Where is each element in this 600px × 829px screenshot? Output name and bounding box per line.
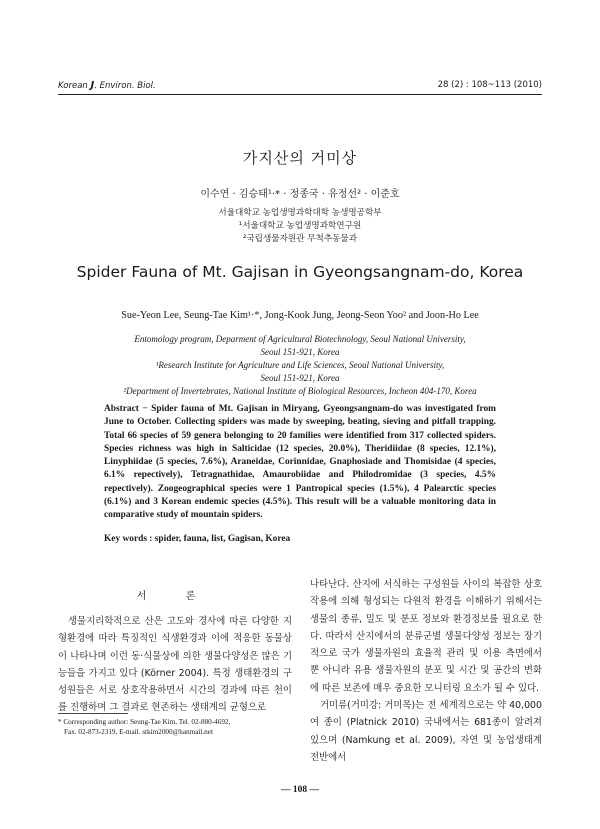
korean-title: 가지산의 거미상 [242,149,358,167]
korean-affiliation-1: 서울대학교 농업생명과학대학 농생명공학부 [218,208,382,218]
right-column-text [310,576,542,766]
korean-affiliation-3: ²국립생물자원관 무척추동물과 [242,234,358,244]
abstract: Abstract − Spider fauna of Mt. Gajisan in Miryang, Gyeongsangnam-do was investigated from June to October. Collecting spiders was made by sweeping, beating, sieving and pitfall trapping. Total 66 species of 59 genera belonging to 20 families were identified from 317 collected spiders. Species richness was high in Salticidae (12 species, 20.0%), Theridiidae (8 species, 12.1%), Linyphiidae (5 species, 7.6%), Araneidae, Corinnidae, Gnaphosiade and Thomisidae (4 species, 6.1% repectively), Tetragnathidae, Amaurobiidae and Philodromidae (3 species, 4.5% repectively). Zoogeographical species were 1 Pantropical species (1.5%), 4 Palearctic species (6.1%) and 3 Korean endemic species (4.5%). This result will be a valuable monitoring data in comparative study of mountain spiders. [104,404,496,521]
journal-prefix: Korean [58,81,88,91]
footnote-line-2: Fax. 02-873-2319, E-mail. stkim2000@hanmail.net [64,728,213,736]
korean-authors: 이수연 · 김승태¹·* · 정종국 · 유정선² · 이준호 [200,189,400,200]
footnote-rule [58,713,128,714]
paragraph: 생물지리학적으로 산은 고도와 경사에 따른 다양한 지형환경에 따라 특징적인 식생환경과 이에 적응한 동물상이 나타나며 이런 동·식물상에 의한 생물다양성은 많은 기능들을 가지고 있다 (Körner 2004). 특정 생태환경의 구성원들은 서로 상호작용하면서 시간의 경과에 따른 천이를 진행하며 그 결과로 현존하는 생태계의 균형으로 [58,616,292,714]
citation: 28 (2) : 108~113 (2010) [437,80,542,90]
english-authors: Sue-Yeon Lee, Seung-Tae Kim¹·*, Jong-Kook Jung, Jeong-Seon Yoo² and Joon-Ho Lee [121,310,479,321]
english-affiliation-2: ¹Research Institute for Agriculture and Life Sciences, Seoul National University, [155,360,445,370]
footnote-line-1: * Corresponding author: Seung-Tae Kim, Tel. 02-880-4692, [58,718,231,726]
english-affiliation-1-address: Seoul 151-921, Korea [260,347,340,357]
paragraph: 거미류(거미강: 거미목)는 전 세계적으로는 약 40,000여 종이 (Platnick 2010) 국내에서는 681종이 알려져 있으며 (Namkung et al. 2009), 자연 및 농업생태계 전반에서 [310,700,542,763]
english-affiliation-3: ²Department of Invertebrates, National Institute of Biological Resources, Incheon 404-170, Korea [123,386,477,396]
korean-affiliation-2: ¹서울대학교 농업생명과학연구원 [238,221,362,231]
english-affiliation-2-address: Seoul 151-921, Korea [260,373,340,383]
paragraph: 나타난다. 산지에 서식하는 구성원들 사이의 복잡한 상호작용에 의해 형성되는 다원적 환경을 이해하기 위해서는 생물의 종류, 밀도 및 분포 정보와 환경정보를 필요로 한다. 따라서 산지에서의 분류군별 생물다양성 정보는 장기적으로 국가 생물자원의 효율적 관리 및 이용 측면에서 뿐 아니라 유용 생물자원의 분포 및 시간 및 공간의 변화에 따른 보존에 매우 중요한 모니터링 요소가 될 수 있다. [310,579,542,694]
section-heading-introduction: 서 론 [136,591,214,602]
footnote [58,717,298,737]
english-title: Spider Fauna of Mt. Gajisan in Gyeongsangnam-do, Korea [76,263,524,281]
journal-suffix: . Environ. Biol. [94,81,156,91]
header-rule [58,94,542,95]
left-column-text [58,613,292,717]
journal-name [58,80,156,91]
english-affiliation-1: Entomology program, Deparment of Agricultural Biotechnology, Seoul National University, [134,334,466,344]
journal-logo-mark: J [90,80,95,91]
keywords: Key words : spider, fauna, list, Gagisan, Korea [104,534,291,544]
page-number: — 108 — [281,785,319,795]
